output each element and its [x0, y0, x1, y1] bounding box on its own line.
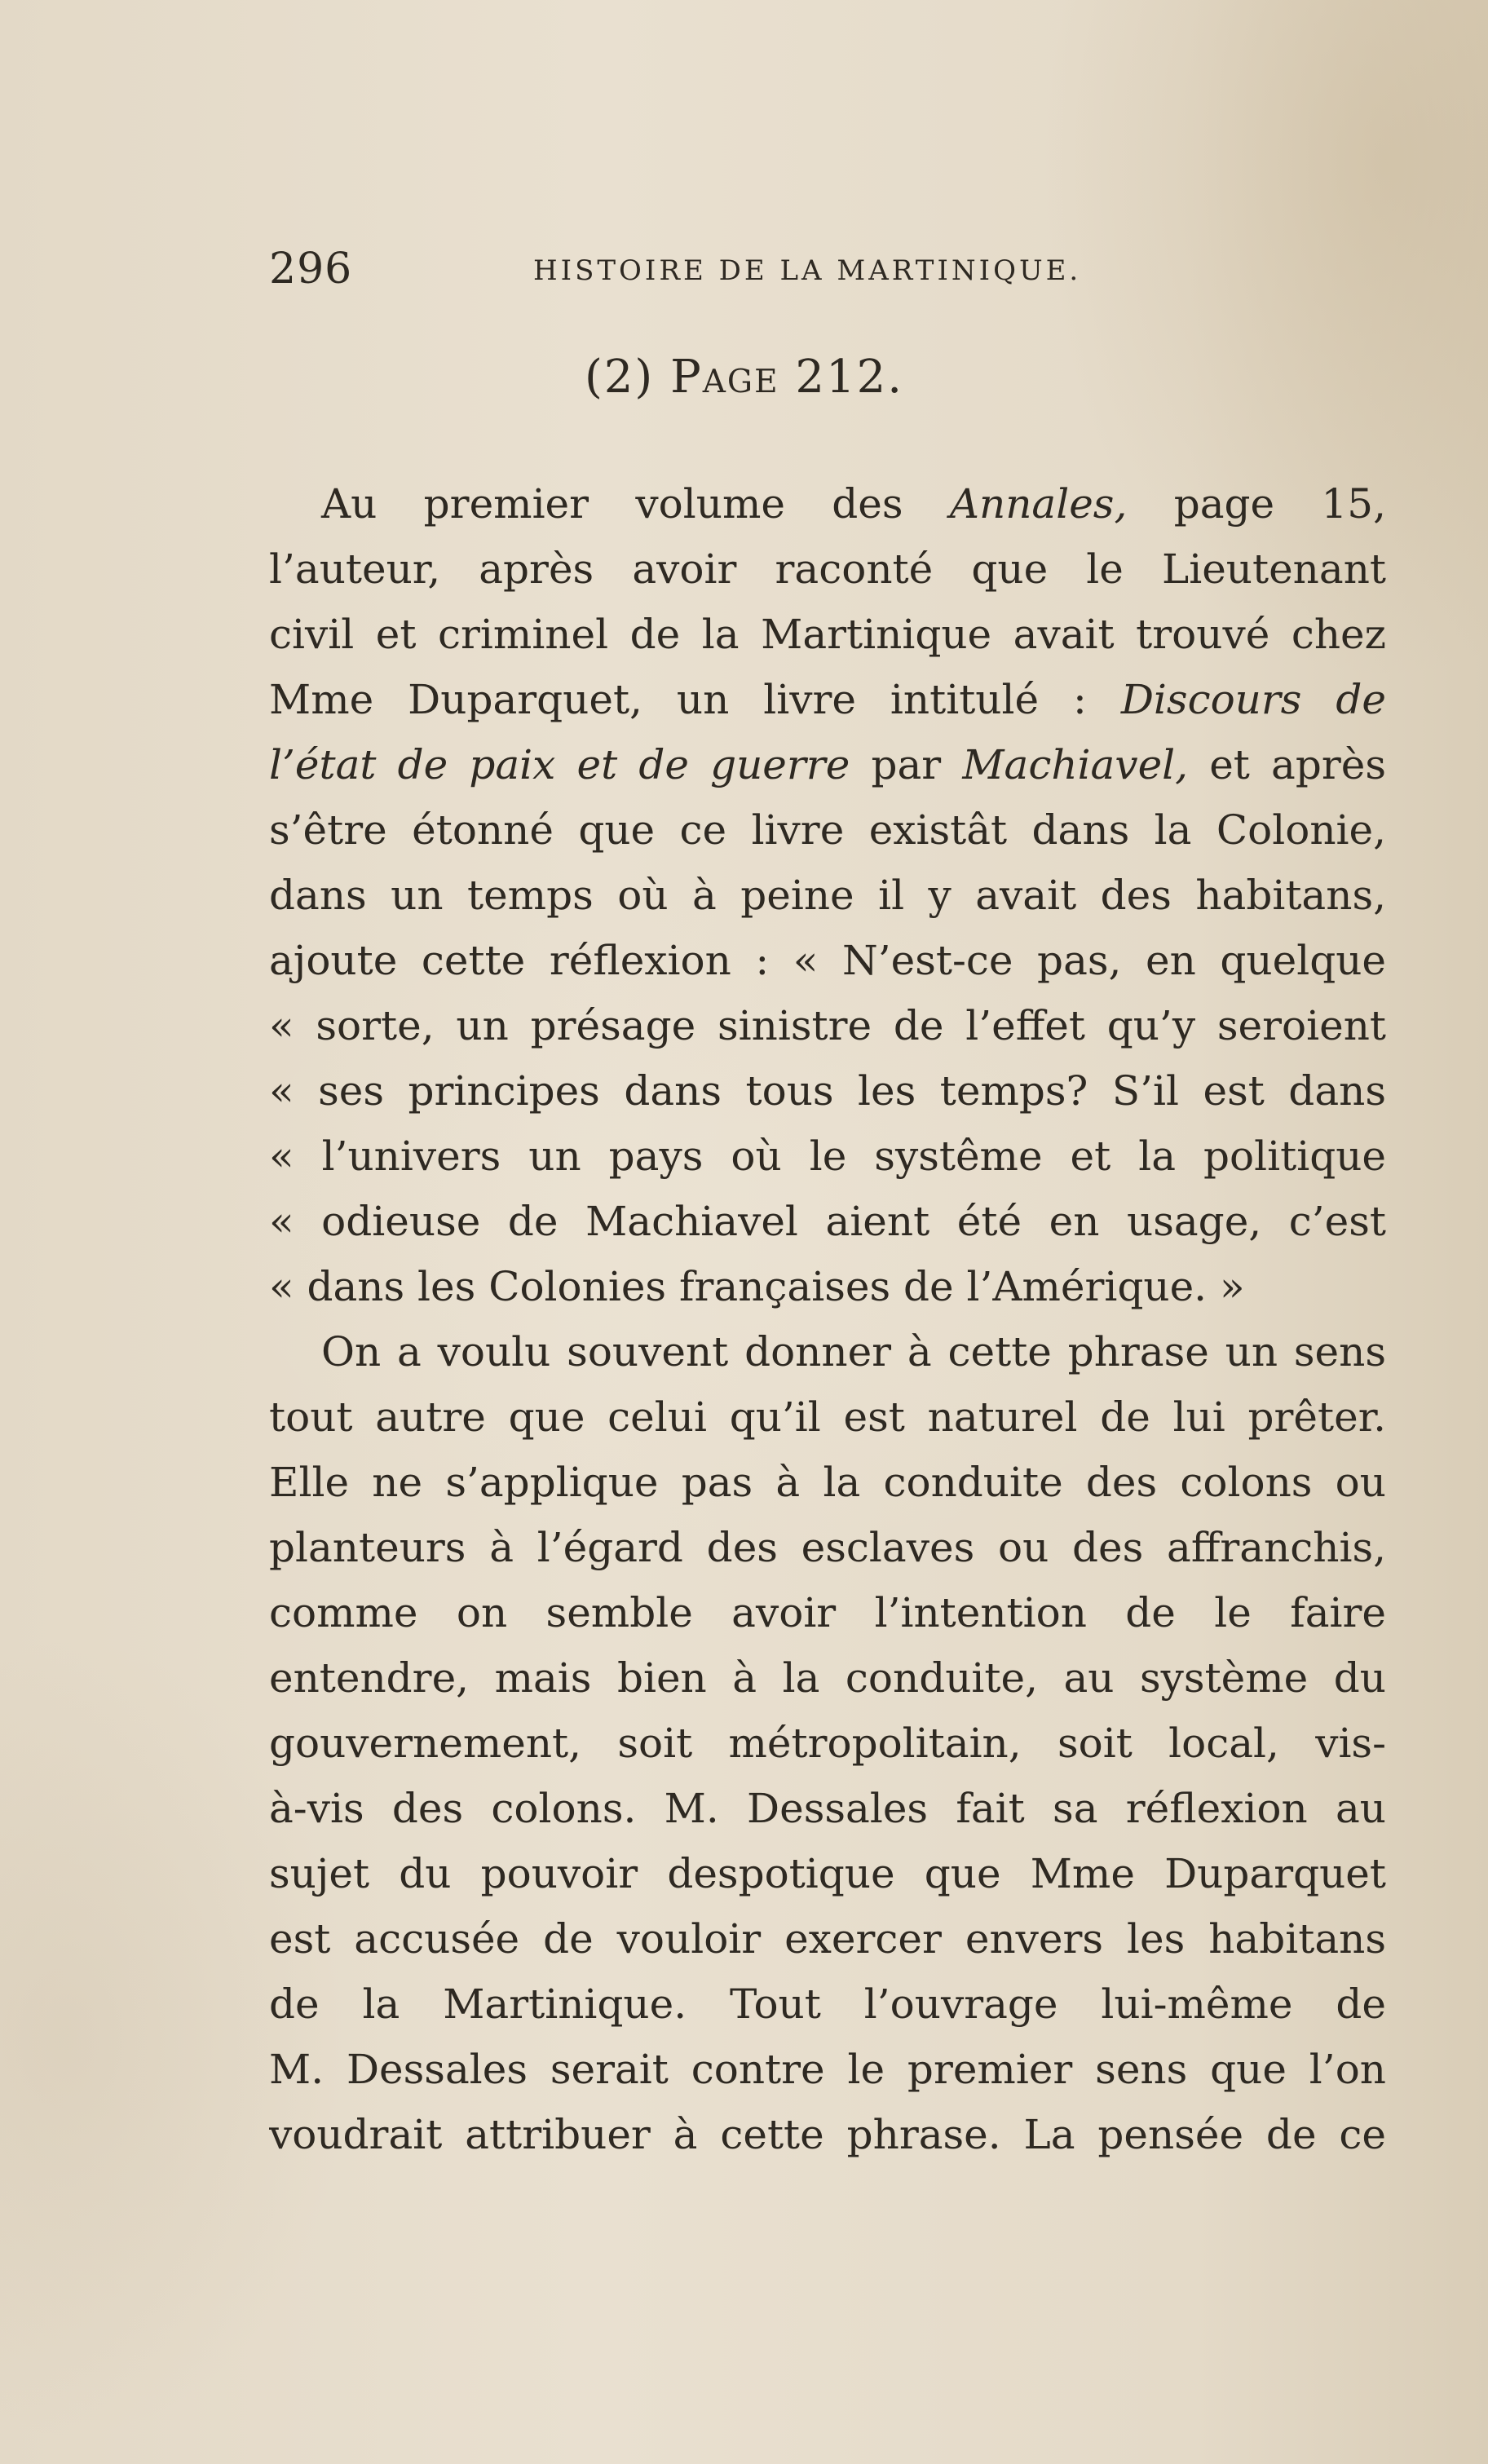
paragraph-2 — [269, 1319, 1386, 2167]
text-line: M. Dessales serait contre le premier sens que l’on — [269, 2046, 1386, 2093]
page-number: 296 — [269, 245, 353, 294]
text-line: dans un temps où à peine il y avait des habitans, — [269, 872, 1386, 919]
text-run: par — [850, 741, 963, 788]
text-line: planteurs à l’égard des esclaves ou des affranchis, — [269, 1524, 1386, 1571]
text-line: gouvernement, soit métropolitain, soit local, vis- — [269, 1720, 1386, 1767]
italic-title: l’état de paix et de guerre — [269, 741, 850, 788]
text-line: tout autre que celui qu’il est naturel de lui prêter. — [269, 1393, 1386, 1441]
page-header — [269, 245, 1141, 318]
quote-line: « odieuse de Machiavel aient été en usage, c’est — [269, 1198, 1386, 1245]
text-line: sujet du pouvoir despotique que Mme Duparquet — [269, 1850, 1386, 1897]
italic-author: Machiavel, — [962, 741, 1189, 788]
text-line: Elle ne s’applique pas à la conduite des colons ou — [269, 1459, 1386, 1506]
note-page-label: Page — [670, 351, 779, 404]
text-run: Au premier volume des — [321, 480, 950, 528]
quote-line: « dans les Colonies françaises de l’Amérique. » — [269, 1263, 1245, 1310]
text-run: Mme Duparquet, un livre intitulé : — [269, 676, 1121, 723]
text-line — [269, 732, 1386, 797]
text-line — [269, 667, 1386, 732]
note-page-ref: 212. — [795, 351, 904, 404]
italic-title: Discours de — [1120, 676, 1386, 723]
text-line: à-vis des colons. M. Dessales fait sa réflexion au — [269, 1785, 1386, 1832]
body-text — [269, 471, 1386, 2167]
quote-line: « sorte, un présage sinistre de l’effet qu’y seroient — [269, 1002, 1386, 1049]
italic-title: Annales, — [949, 480, 1128, 528]
text-line: civil et criminel de la Martinique avait trouvé chez — [269, 611, 1386, 658]
note-heading — [0, 351, 1488, 404]
text-line: comme on semble avoir l’intention de le faire — [269, 1589, 1386, 1636]
text-line: On a voulu souvent donner à cette phrase un sens — [321, 1328, 1386, 1376]
paragraph-1 — [269, 471, 1386, 1319]
text-run: page 15, — [1127, 480, 1386, 528]
quote-line: « ses principes dans tous les temps? S’il est dans — [269, 1067, 1386, 1115]
text-line — [269, 471, 1386, 537]
text-line: ajoute cette réflexion : « N’est-ce pas, en quelque — [269, 937, 1386, 984]
text-line: de la Martinique. Tout l’ouvrage lui-même de — [269, 1980, 1386, 2028]
text-run: et après — [1188, 741, 1386, 788]
note-number: (2) — [584, 351, 655, 404]
quote-line: « l’univers un pays où le systême et la politique — [269, 1133, 1386, 1180]
text-line: s’être étonné que ce livre existât dans la Colonie, — [269, 806, 1386, 854]
text-line: voudrait attribuer à cette phrase. La pensée de ce — [269, 2111, 1386, 2158]
text-line: entendre, mais bien à la conduite, au système du — [269, 1654, 1386, 1702]
running-head: HISTOIRE DE LA MARTINIQUE. — [533, 254, 1082, 287]
text-line: l’auteur, après avoir raconté que le Lieutenant — [269, 545, 1386, 593]
text-line: est accusée de vouloir exercer envers les habitans — [269, 1915, 1386, 1963]
